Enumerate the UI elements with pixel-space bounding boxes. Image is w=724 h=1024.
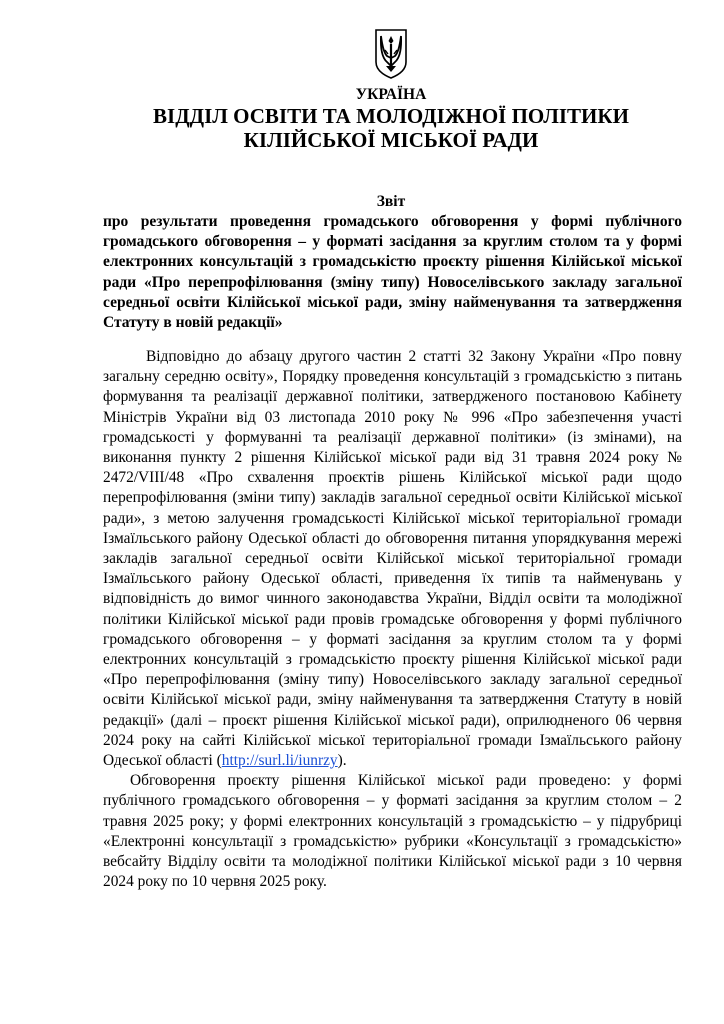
report-body	[103, 347, 682, 892]
organization-name-line2: КІЛІЙСЬКОЇ МІСЬКОЇ РАДИ	[243, 128, 539, 152]
trident-coat-of-arms-icon	[374, 28, 408, 80]
body-paragraph-2: Обговорення проєкту рішення Кілійської міської ради проведено: у формі публічного громадського обговорення – у форматі засідання за круглим столом – 2 травня 2025 року; у формі електронних консультацій з громадськістю – у підрубриці «Електронні консультації з громадськістю» рубрики «Консультації з громадськістю» вебсайту Відділу освіти та молодіжної політики Кілійської міської ради з 10 червня 2024 року по 10 червня 2025 року.	[103, 772, 682, 891]
source-link[interactable]: http://surl.li/iunrzy	[221, 752, 338, 770]
report-title: Звіт	[376, 193, 406, 210]
body-paragraph-1-text: Відповідно до абзацу другого частин 2 статті 32 Закону України «Про повну загальну середню освіту», Порядку проведення консультацій з громадськістю з питань формування та реалізації державної політики, затвердженого постановою Кабінету Міністрів України від 03 листопада 2010 року № 996 «Про забезпечення участі громадськості у формуванні та реалізації державної політики» (із змінами), на виконання пункту 2 рішення Кілійської міської ради від 31 травня 2024 року № 2472/VIII/48 «Про схвалення проєктів рішень Кілійської міської ради щодо перепрофілювання (зміни типу) закладів загальної середньої освіти Кілійської міської ради», з метою залучення громадськості Кілійської міської територіальної громади Ізмаїльського району Одеської області до обговорення питання упорядкування мережі закладів загальної середньої освіти Кілійської міської територіальної громади Ізмаїльського району Одеської області, приведення їх типів та найменувань у відповідність до вимог чинного законодавства України, Відділ освіти та молодіжної політики Кілійської міської ради провів громадське обговорення у формі публічного громадського обговорення – у форматі засідання за круглим столом та у формі електронних консультацій з громадськістю проєкту рішення Кілійської міської ради «Про перепрофілювання (зміну типу) Новоселівського закладу загальної середньої освіти Кілійської міської ради, зміну найменування та затвердження Статуту в новій редакції» (далі – проєкт рішення Кілійської міської ради), оприлюдненого 06 червня 2024 року на сайті Кілійської міської територіальної громади Ізмаїльського району Одеської області (	[103, 348, 682, 770]
body-paragraph-1	[103, 347, 682, 771]
country-name: УКРАЇНА	[355, 86, 427, 103]
body-paragraph-1-end: ).	[337, 752, 347, 770]
organization-name-line1: ВІДДІЛ ОСВІТИ ТА МОЛОДІЖНОЇ ПОЛІТИКИ	[153, 104, 629, 128]
report-subject: про результати проведення громадського обговорення у формі публічного громадського обговорення – у форматі засідання за круглим столом та у формі електронних консультацій з громадськістю проєкту рішення Кілійської міської ради «Про перепрофілювання (зміну типу) Новоселівського закладу загальної середньої освіти Кілійської міської ради, зміну найменування та затвердження Статуту в новій редакції»	[103, 213, 682, 332]
organization-name	[60, 104, 722, 152]
